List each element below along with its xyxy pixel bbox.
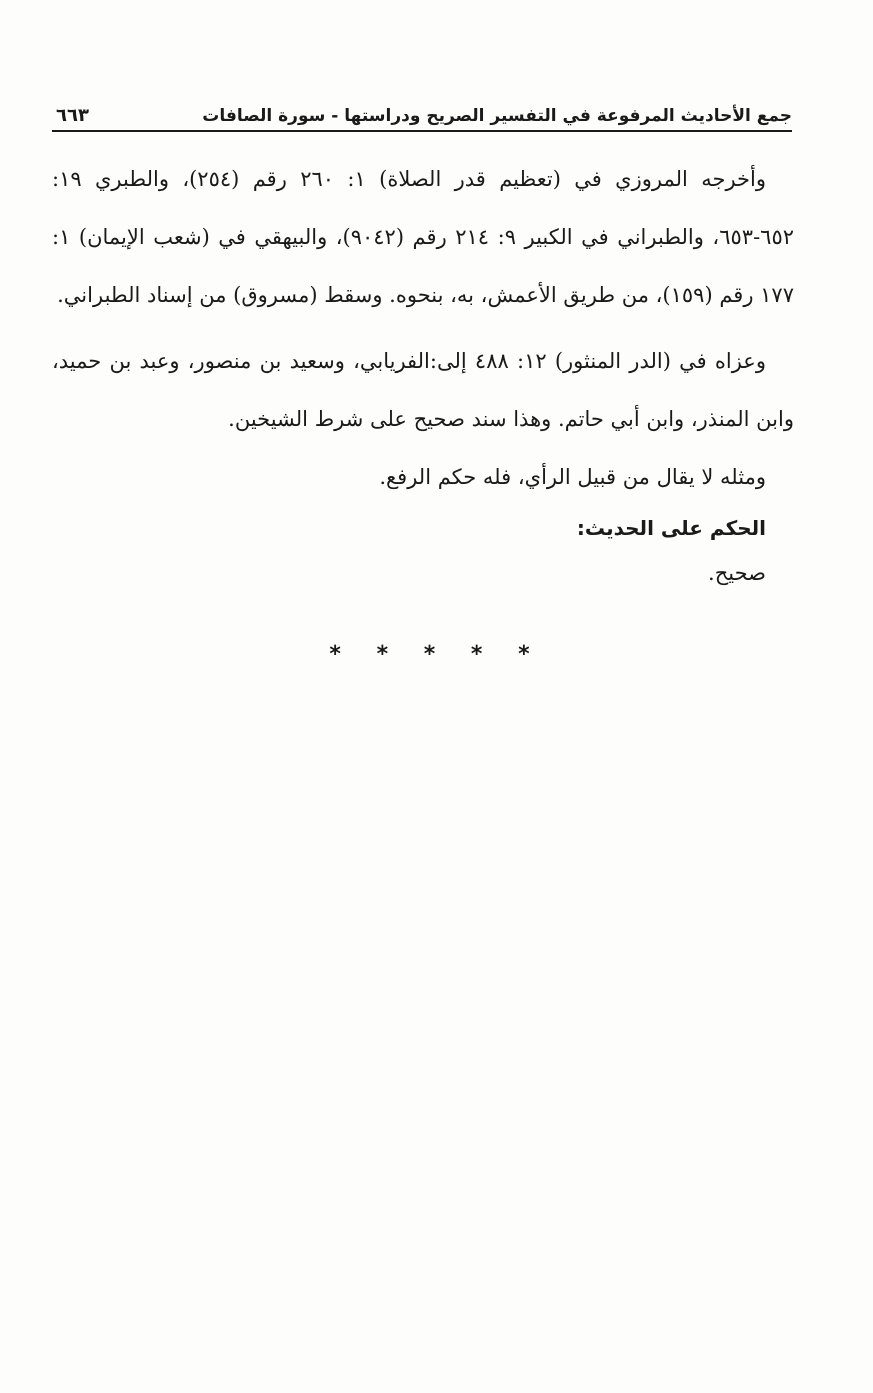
asterisk-separator: * * * * * [329,642,544,667]
page-number: ٦٦٣ [56,105,89,126]
paragraph-takhrij: وأخرجه المروزي في (تعظيم قدر الصلاة) ١: ٢٦٠ رقم (٢٥٤)، والطبري ١٩: ٦٥٢-٦٥٣، والطبراني في الكبير ٩: ٢١٤ رقم (٩٠٤٢)، والبيهقي في (شعب الإيمان) ١: ١٧٧ رقم (١٥٩)، من طريق الأعمش، به، بنحوه. وسقط (مسروق) من إسناد الطبراني. [52,167,795,307]
ruling-text: صحيح. [708,561,766,585]
body-text [52,150,794,596]
ruling-heading: الحكم على الحديث: [576,516,766,540]
paragraph-raf-ruling: ومثله لا يقال من قبيل الرأي، فله حكم الرفع. [379,465,766,489]
paragraph-attribution: وعزاه في (الدر المنثور) ١٢: ٤٨٨ إلى:الفريابي، وسعيد بن منصور، وعبد بن حميد، وابن المنذر، وابن أبي حاتم. وهذا سند صحيح على شرط الشيخين. [52,349,794,431]
page-header [52,96,792,132]
running-title: جمع الأحاديث المرفوعة في التفسير الصريح ودراستها - سورة الصافات [202,106,792,126]
